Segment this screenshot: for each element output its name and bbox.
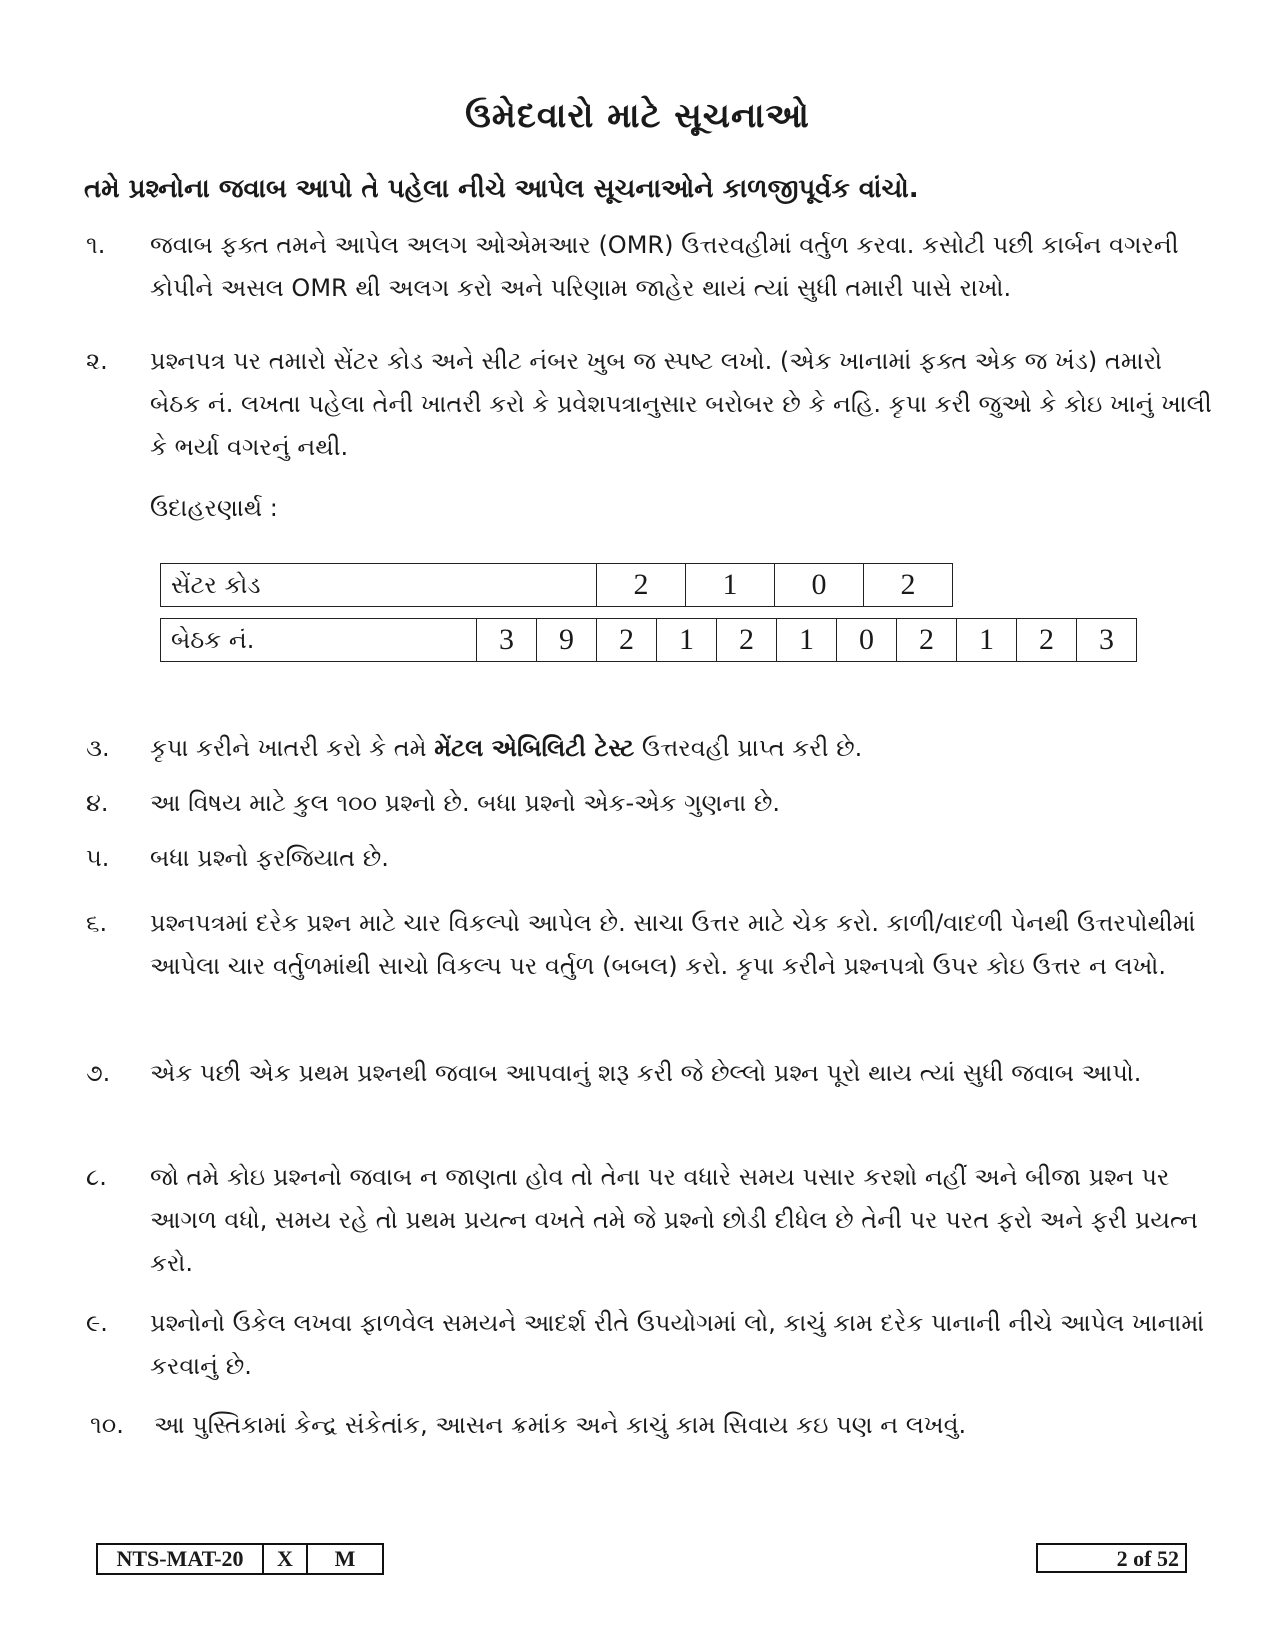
paper-set: X (263, 1544, 307, 1574)
instruction-number: ૬. (86, 909, 108, 937)
instruction-number: ૧૦. (90, 1411, 124, 1439)
seat-number-digit: 3 (477, 619, 537, 662)
paper-code: NTS-MAT-20 (97, 1544, 263, 1574)
instruction-text: આ પુસ્તિકામાં કેન્દ્ર સંકેતાંક, આસન ક્રમાંક અને કાચું કામ સિવાય કઇ પણ ન લખવું. (154, 1411, 967, 1439)
instruction-item (86, 1052, 1216, 1095)
instruction-text-part: કૃપા કરીને ખાતરી કરો કે તમે (150, 734, 435, 762)
seat-number-digit: 0 (837, 619, 897, 662)
instruction-number: ૫. (86, 844, 110, 872)
seat-number-digit: 1 (777, 619, 837, 662)
instruction-item (86, 782, 1216, 825)
instruction-text: પ્રશ્નપત્રમાં દરેક પ્રશ્ન માટે ચાર વિકલ્પો આપેલ છે. સાચા ઉત્તર માટે ચેક કરો. કાળી/વાદળી પેનથી ઉત્તરપોથીમાં આપેલા ચાર વર્તુળમાંથી સાચો વિકલ્પ પર વર્તુળ (બબલ) કરો. કૃપા કરીને પ્રશ્નપત્રો ઉપર કોઇ ઉત્તર ન લખો. (150, 909, 1196, 980)
center-code-table (160, 563, 953, 607)
instruction-number: ૮. (86, 1163, 107, 1191)
page-number: 2 of 52 (1036, 1543, 1187, 1573)
instruction-number: ૨. (86, 347, 108, 375)
instruction-text: જો તમે કોઇ પ્રશ્નનો જવાબ ન જાણતા હોવ તો તેના પર વધારે સમય પસાર કરશો નહીં અને બીજા પ્રશ્ન પર આગળ વધો, સમય રહે તો પ્રથમ પ્રયત્ન વખતે તમે જે પ્રશ્નો છોડી દીધેલ છે તેની પર પરત ફરો અને ફરી પ્રયત્ન કરો. (150, 1163, 1198, 1277)
instruction-text (150, 727, 1216, 770)
center-code-digit: 2 (864, 564, 953, 607)
page-title: ઉમેદવારો માટે સૂચનાઓ (465, 96, 810, 136)
paper-medium: M (307, 1544, 383, 1574)
seat-number-digit: 3 (1077, 619, 1137, 662)
instruction-item (86, 1156, 1216, 1285)
instruction-text: પ્રશ્નપત્ર પર તમારો સેંટર કોડ અને સીટ નંબર ખુબ જ સ્પષ્ટ લખો. (એક ખાનામાં ફક્ત એક જ ખંડ) તમારો બેઠક નં. લખતા પહેલા તેની ખાતરી કરો કે પ્રવેશપત્રાનુસાર બરોબર છે કે નહિ. કૃપા કરી જુઓ કે કોઇ ખાનું ખાલી કે ભર્યા વગરનું નથી. (150, 347, 1212, 461)
instruction-text: આ વિષય માટે કુલ ૧૦૦ પ્રશ્નો છે. બધા પ્રશ્નો એક-એક ગુણના છે. (150, 789, 781, 817)
instruction-item (86, 1302, 1216, 1388)
seat-number-digit: 9 (537, 619, 597, 662)
instruction-text: એક પછી એક પ્રથમ પ્રશ્નથી જવાબ આપવાનું શરૂ કરી જે છેલ્લો પ્રશ્ન પૂરો થાય ત્યાં સુધી જવાબ આપો. (150, 1059, 1142, 1087)
instruction-number: ૩. (86, 734, 110, 762)
seat-number-digit: 2 (897, 619, 957, 662)
seat-number-digit: 2 (597, 619, 657, 662)
instruction-item (86, 837, 1216, 880)
instruction-text: બધા પ્રશ્નો ફરજિયાત છે. (150, 844, 389, 872)
instruction-text: પ્રશ્નોનો ઉકેલ લખવા ફાળવેલ સમયને આદર્શ રીતે ઉપયોગમાં લો, કાચું કામ દરેક પાનાની નીચે આપેલ ખાનામાં કરવાનું છે. (150, 1309, 1205, 1380)
seat-number-digit: 1 (957, 619, 1017, 662)
center-code-digit: 0 (775, 564, 864, 607)
seat-number-table (160, 618, 1137, 662)
instruction-item (86, 902, 1216, 988)
center-code-digit: 1 (686, 564, 775, 607)
seat-number-digit: 1 (657, 619, 717, 662)
page-subtitle: તમે પ્રશ્નોના જવાબ આપો તે પહેલા નીચે આપેલ સૂચનાઓને કાળજીપૂર્વક વાંચો. (84, 174, 919, 204)
instruction-item (86, 340, 1216, 469)
instruction-number: ૯. (86, 1309, 108, 1337)
test-name: મેંટલ એબિલિટી ટેસ્ટ (434, 734, 635, 762)
instruction-number: ૪. (86, 789, 109, 817)
example-label: ઉદાહરણાર્થ : (150, 494, 278, 522)
center-code-digit: 2 (597, 564, 686, 607)
center-code-label: સેંટર કોડ (161, 564, 597, 607)
seat-number-digit: 2 (1017, 619, 1077, 662)
seat-number-digit: 2 (717, 619, 777, 662)
seat-number-label: બેઠક નં. (161, 619, 477, 662)
instruction-number: ૧. (86, 231, 106, 259)
paper-code-box (96, 1543, 384, 1575)
instruction-number: ૭. (86, 1059, 111, 1087)
instruction-text: જવાબ ફક્ત તમને આપેલ અલગ ઓએમઆર (OMR) ઉત્તરવહીમાં વર્તુળ કરવા. કસોટી પછી કાર્બન વગરની કોપીને અસલ OMR થી અલગ કરો અને પરિણામ જાહેર થાયં ત્યાં સુધી તમારી પાસે રાખો. (150, 231, 1179, 302)
instruction-item (90, 1404, 1220, 1447)
instruction-text-part: ઉત્તરવહી પ્રાપ્ત કરી છે. (634, 734, 863, 762)
instruction-item (86, 727, 1216, 770)
instruction-item (86, 224, 1216, 310)
